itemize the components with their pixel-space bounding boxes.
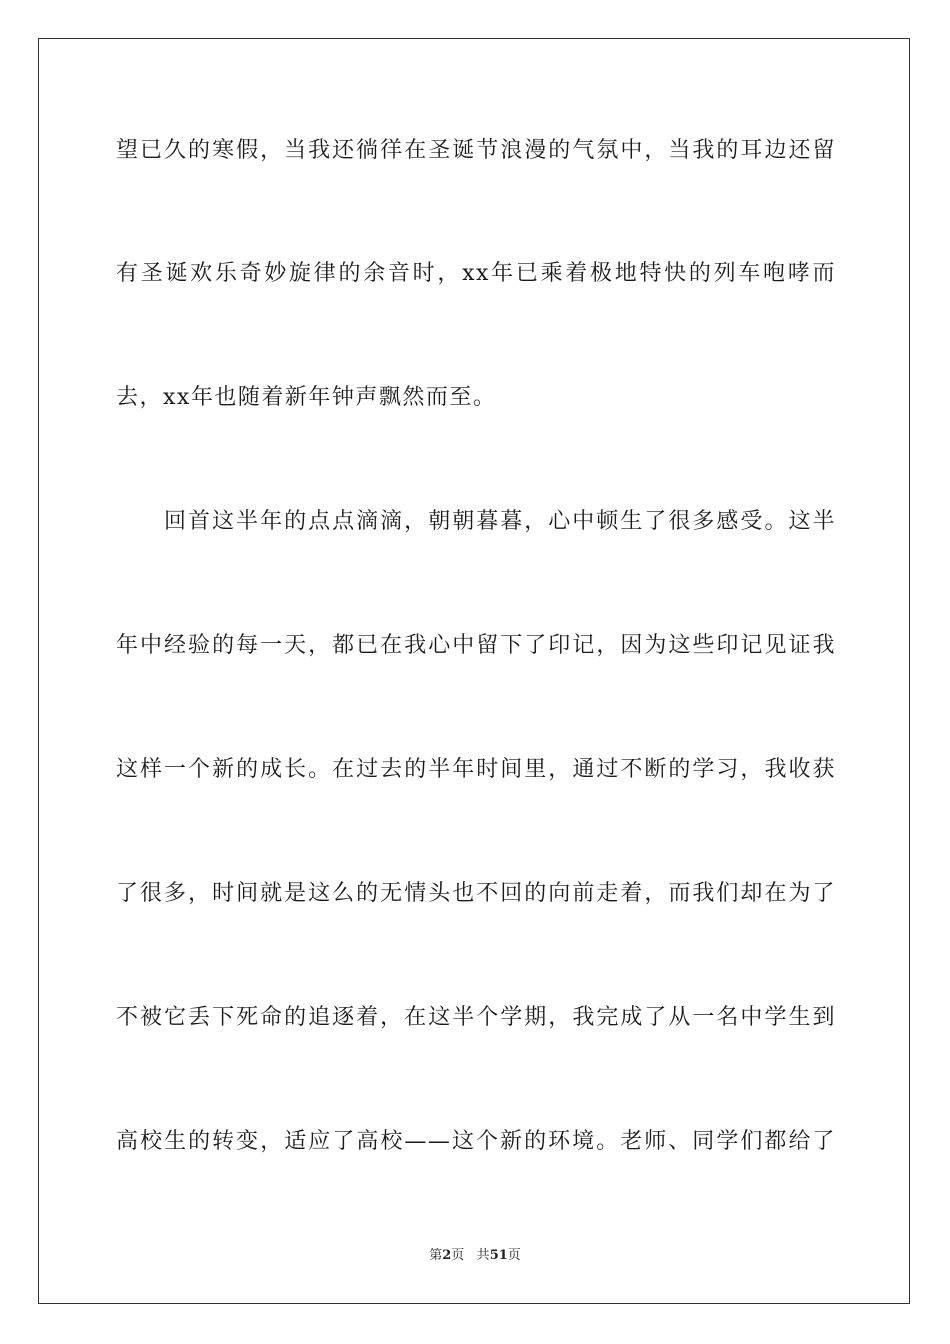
page-suffix: 页	[451, 1248, 465, 1263]
text-line-4: 回首这半年的点点滴滴，朝朝暮暮，心中顿生了很多感受。这半	[164, 509, 836, 534]
text-line-5: 年中经验的每一天，都已在我心中留下了印记，因为这些印记见证我	[116, 633, 836, 658]
total-prefix: 共	[476, 1248, 490, 1263]
text-line-8: 不被它丢下死命的追逐着，在这半个学期，我完成了从一名中学生到	[116, 1005, 836, 1030]
page-total: 51	[489, 1248, 508, 1263]
text-line-7: 了很多，时间就是这么的无情头也不回的向前走着，而我们却在为了	[116, 881, 836, 906]
page-border	[38, 38, 910, 1304]
page-current: 2	[442, 1248, 452, 1263]
total-suffix: 页	[507, 1248, 521, 1263]
page-prefix: 第	[429, 1248, 443, 1263]
text-line-3: 去，xx年也随着新年钟声飘然而至。	[116, 385, 497, 410]
text-line-6: 这样一个新的成长。在过去的半年时间里，通过不断的学习，我收获	[116, 757, 836, 782]
text-line-1: 望已久的寒假，当我还徜徉在圣诞节浪漫的气氛中，当我的耳边还留	[116, 138, 836, 163]
text-line-2: 有圣诞欢乐奇妙旋律的余音时，xx年已乘着极地特快的列车咆哮而	[116, 261, 836, 286]
page-footer	[0, 1247, 950, 1265]
text-line-9: 高校生的转变，适应了高校——这个新的环境。老师、同学们都给了	[116, 1129, 836, 1154]
